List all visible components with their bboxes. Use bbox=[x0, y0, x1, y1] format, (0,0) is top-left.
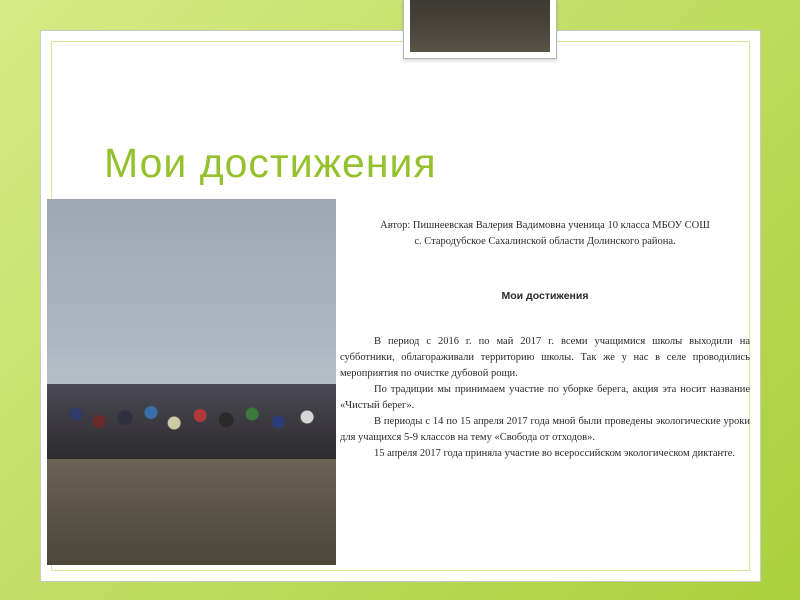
paragraph-3: В периоды с 14 по 15 апреля 2017 года мной были проведены экологические уроки для учащихся 5-9 классов на тему «Свобода от отходов». bbox=[340, 416, 750, 443]
document-heading: Мои достижения bbox=[501, 290, 589, 302]
paragraph-4: 15 апреля 2017 года приняла участие во всероссийском экологическом диктанте. bbox=[374, 448, 736, 459]
group-photo bbox=[47, 199, 336, 565]
top-photo-thumbnail bbox=[403, 0, 557, 59]
paragraph-2: По традиции мы принимаем участие по уборке берега, акция эта носит название «Чистый берег». bbox=[340, 384, 750, 411]
photo-ground bbox=[47, 459, 336, 565]
author-line-2: с. Стародубское Сахалинской области Долинского района. bbox=[414, 236, 676, 247]
document-text bbox=[340, 218, 750, 462]
slide-title: Мои достижения bbox=[104, 140, 437, 186]
dark-photo-image bbox=[410, 0, 550, 52]
photo-crowd bbox=[47, 384, 336, 459]
author-line-1: Автор: Пишнеевская Валерия Вадимовна ученица 10 класса МБОУ СОШ bbox=[380, 220, 710, 231]
paragraph-1: В период с 2016 г. по май 2017 г. всеми учащимися школы выходили на субботники, облагораживали территорию школы. Так же у нас в селе проводились мероприятия по очистке дубовой рощи. bbox=[340, 336, 750, 379]
